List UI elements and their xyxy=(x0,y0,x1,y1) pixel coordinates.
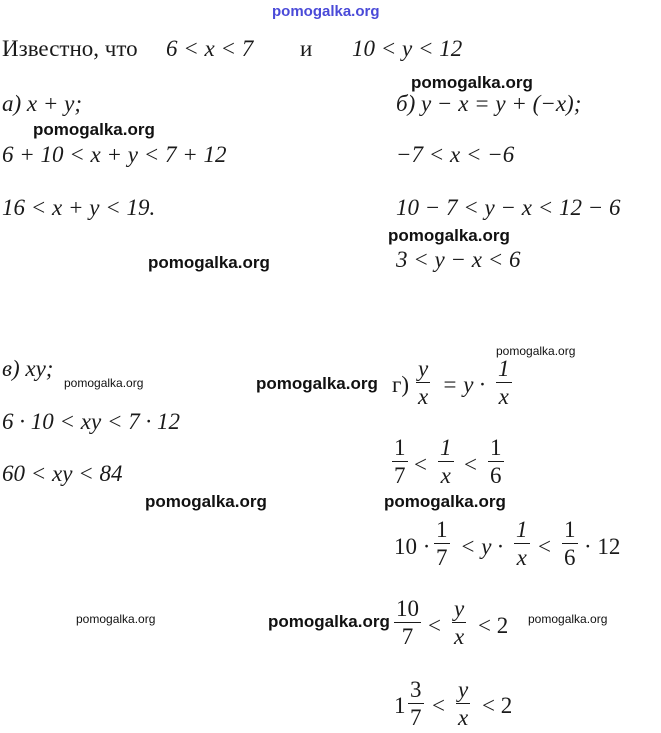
fraction-denominator: 6 xyxy=(564,545,576,570)
part-g-def-mid: = y · xyxy=(442,372,485,397)
part-g-label: г) xyxy=(392,372,410,397)
part-g-r2-fraction-c xyxy=(562,518,578,569)
watermark: pomogalka.org xyxy=(76,612,156,626)
fraction-numerator: 1 xyxy=(440,435,452,460)
fraction-numerator: 1 xyxy=(394,435,406,460)
fraction-denominator: x xyxy=(454,624,465,649)
watermark: pomogalka.org xyxy=(528,612,608,626)
watermark: pomogalka.org xyxy=(411,73,533,92)
fraction-denominator: x xyxy=(458,705,469,730)
part-g-r4-whole: 1 xyxy=(394,693,406,718)
part-g-r2-post: · 12 xyxy=(584,534,621,559)
part-g-r1-fraction-c xyxy=(488,436,504,487)
intro-condition-x: 6 < x < 7 xyxy=(166,36,254,61)
fraction-denominator: 7 xyxy=(436,545,448,570)
part-g-r3-fraction-b xyxy=(452,597,466,648)
part-b-line3: 3 < y − x < 6 xyxy=(396,247,521,272)
part-g-def-right-fraction xyxy=(496,357,512,408)
part-g-r4-fraction-b xyxy=(456,678,470,729)
fraction-numerator: 1 xyxy=(564,517,576,542)
part-b-line1: −7 < x < −6 xyxy=(396,142,515,167)
fraction-denominator: x xyxy=(498,384,509,409)
intro-text: Известно, что xyxy=(2,36,138,61)
part-g-r2-lt: < xyxy=(538,534,551,559)
part-g-r2-fraction-b xyxy=(514,518,530,569)
watermark: pomogalka.org xyxy=(64,376,144,390)
fraction-numerator: 1 xyxy=(498,356,510,381)
fraction-denominator: 7 xyxy=(401,624,414,649)
part-g-r1-lt1: < xyxy=(414,452,427,477)
intro-condition-y: 10 < y < 12 xyxy=(352,36,463,61)
part-g-r1-fraction-b xyxy=(438,436,454,487)
watermark: pomogalka.org xyxy=(148,253,270,272)
fraction-numerator: y xyxy=(454,596,465,621)
part-b-line2: 10 − 7 < y − x < 12 − 6 xyxy=(396,195,621,220)
fraction-denominator: x xyxy=(516,545,527,570)
fraction-numerator: 10 xyxy=(396,596,419,621)
watermark: pomogalka.org xyxy=(145,492,267,511)
fraction-numerator: y xyxy=(418,356,429,381)
watermark-top: pomogalka.org xyxy=(272,3,380,20)
part-a-line2: 16 < x + y < 19. xyxy=(2,195,156,220)
part-v-line1: 6 · 10 < xy < 7 · 12 xyxy=(2,409,180,434)
part-g-r1-fraction-a xyxy=(392,436,408,487)
watermark: pomogalka.org xyxy=(384,492,506,511)
fraction-denominator: 6 xyxy=(490,463,502,488)
fraction-numerator: 1 xyxy=(516,517,528,542)
part-a-line1: 6 + 10 < x + y < 7 + 12 xyxy=(2,142,227,167)
part-g-r2-mid: < y · xyxy=(460,534,503,559)
fraction-denominator: x xyxy=(418,384,429,409)
part-g-r3-fraction-a xyxy=(394,597,421,648)
part-g-r3-lt1: < xyxy=(428,613,441,638)
fraction-numerator: 1 xyxy=(490,435,502,460)
part-g-r2-pre: 10 · xyxy=(394,534,431,559)
fraction-numerator: y xyxy=(458,677,469,702)
part-g-r1-lt2: < xyxy=(464,452,477,477)
part-b-label: б) y − x = y + (−x); xyxy=(396,91,582,116)
part-g-r4-lt1: < xyxy=(432,693,445,718)
part-v-line2: 60 < xy < 84 xyxy=(2,461,123,486)
fraction-denominator: x xyxy=(440,463,451,488)
watermark: pomogalka.org xyxy=(256,374,378,393)
fraction-denominator: 7 xyxy=(394,463,406,488)
fraction-denominator: 7 xyxy=(410,705,422,730)
intro-and: и xyxy=(300,36,313,61)
watermark: pomogalka.org xyxy=(268,612,390,631)
watermark: pomogalka.org xyxy=(496,344,576,358)
part-a-label: а) x + y; xyxy=(2,91,83,116)
fraction-numerator: 3 xyxy=(410,677,422,702)
watermark: pomogalka.org xyxy=(388,226,510,245)
part-g-r4-post: < 2 xyxy=(482,693,513,718)
part-g-r2-fraction-a xyxy=(434,518,450,569)
part-v-label: в) xy; xyxy=(2,356,54,381)
part-g-r3-post: < 2 xyxy=(478,613,509,638)
watermark: pomogalka.org xyxy=(33,120,155,139)
part-g-r4-fraction-a xyxy=(408,678,424,729)
fraction-numerator: 1 xyxy=(436,517,448,542)
part-g-def-left-fraction xyxy=(416,357,430,408)
